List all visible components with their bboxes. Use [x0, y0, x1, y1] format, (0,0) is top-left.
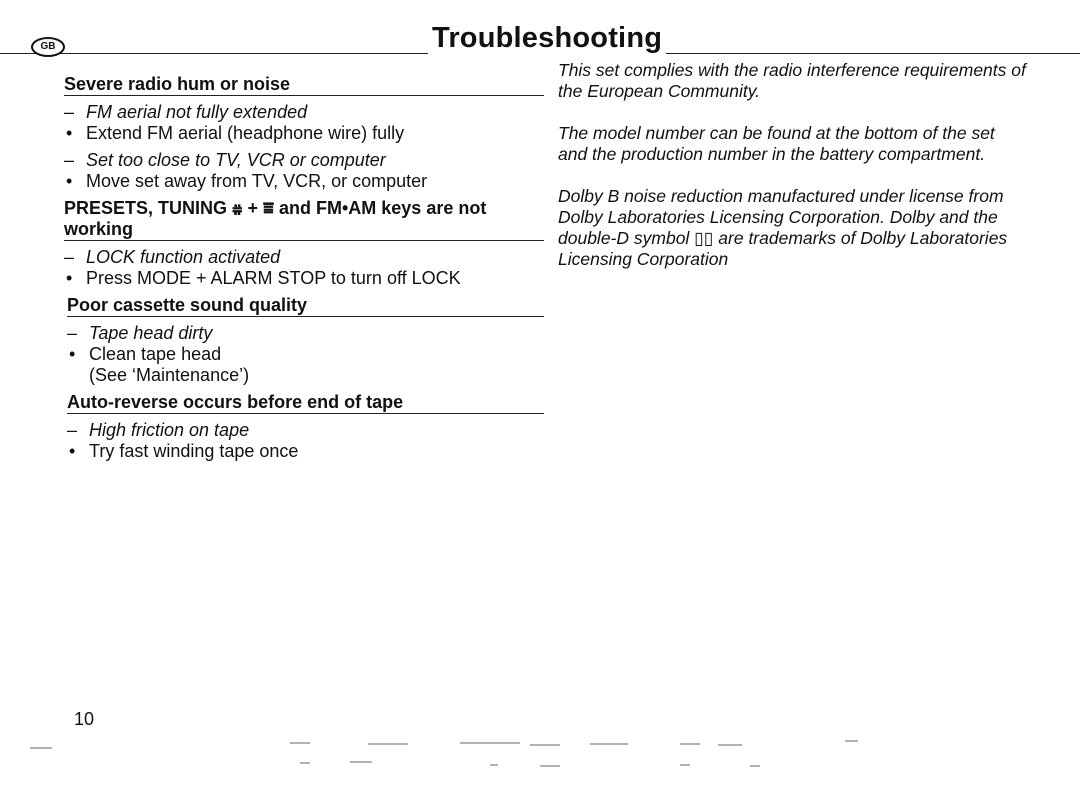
- section-presets-not-working: [64, 198, 544, 289]
- dolby-note: Dolby B noise reduction manufactured under license from Dolby Laboratories Licensing Corporation. Dolby and the double-D symbol ▯▯ are trademarks of Dolby Laboratories Licensing Corporation: [558, 186, 1008, 269]
- page-number: 10: [74, 709, 95, 729]
- section-heading: Poor cassette sound quality: [67, 295, 544, 317]
- cause-text: – FM aerial not fully extended: [64, 102, 544, 123]
- troubleshooting-column: [64, 74, 544, 468]
- compliance-note: This set complies with the radio interference requirements of the European Community.: [558, 60, 1026, 101]
- model-number-note: The model number can be found at the bottom of the set and the production number in the battery compartment.: [558, 123, 995, 164]
- remedy-text: • Move set away from TV, VCR, or computer: [64, 171, 544, 192]
- remedy-note: (See ‘Maintenance’): [89, 365, 250, 385]
- scan-noise-marks: [0, 735, 1080, 791]
- section-heading: Auto-reverse occurs before end of tape: [67, 392, 544, 414]
- section-auto-reverse: [67, 392, 544, 462]
- notes-column: [558, 60, 1028, 291]
- remedy-text: • Extend FM aerial (headphone wire) fully: [64, 123, 544, 144]
- remedy-text: • Try fast winding tape once: [67, 441, 544, 462]
- section-heading: PRESETS, TUNING ⩷ + ⩸ and FM•AM keys are not working: [64, 198, 544, 241]
- remedy-text: • Clean tape head: [67, 344, 544, 365]
- section-cassette-quality: [67, 295, 544, 386]
- section-radio-noise: [64, 74, 544, 192]
- cause-text: – Tape head dirty: [67, 323, 544, 344]
- page-title: Troubleshooting: [428, 22, 666, 55]
- cause-text: – LOCK function activated: [64, 247, 544, 268]
- section-heading: Severe radio hum or noise: [64, 74, 544, 96]
- cause-text: – Set too close to TV, VCR or computer: [64, 150, 544, 171]
- country-badge: GB: [31, 37, 65, 57]
- remedy-text: • Press MODE + ALARM STOP to turn off LOCK: [64, 268, 544, 289]
- cause-text: – High friction on tape: [67, 420, 544, 441]
